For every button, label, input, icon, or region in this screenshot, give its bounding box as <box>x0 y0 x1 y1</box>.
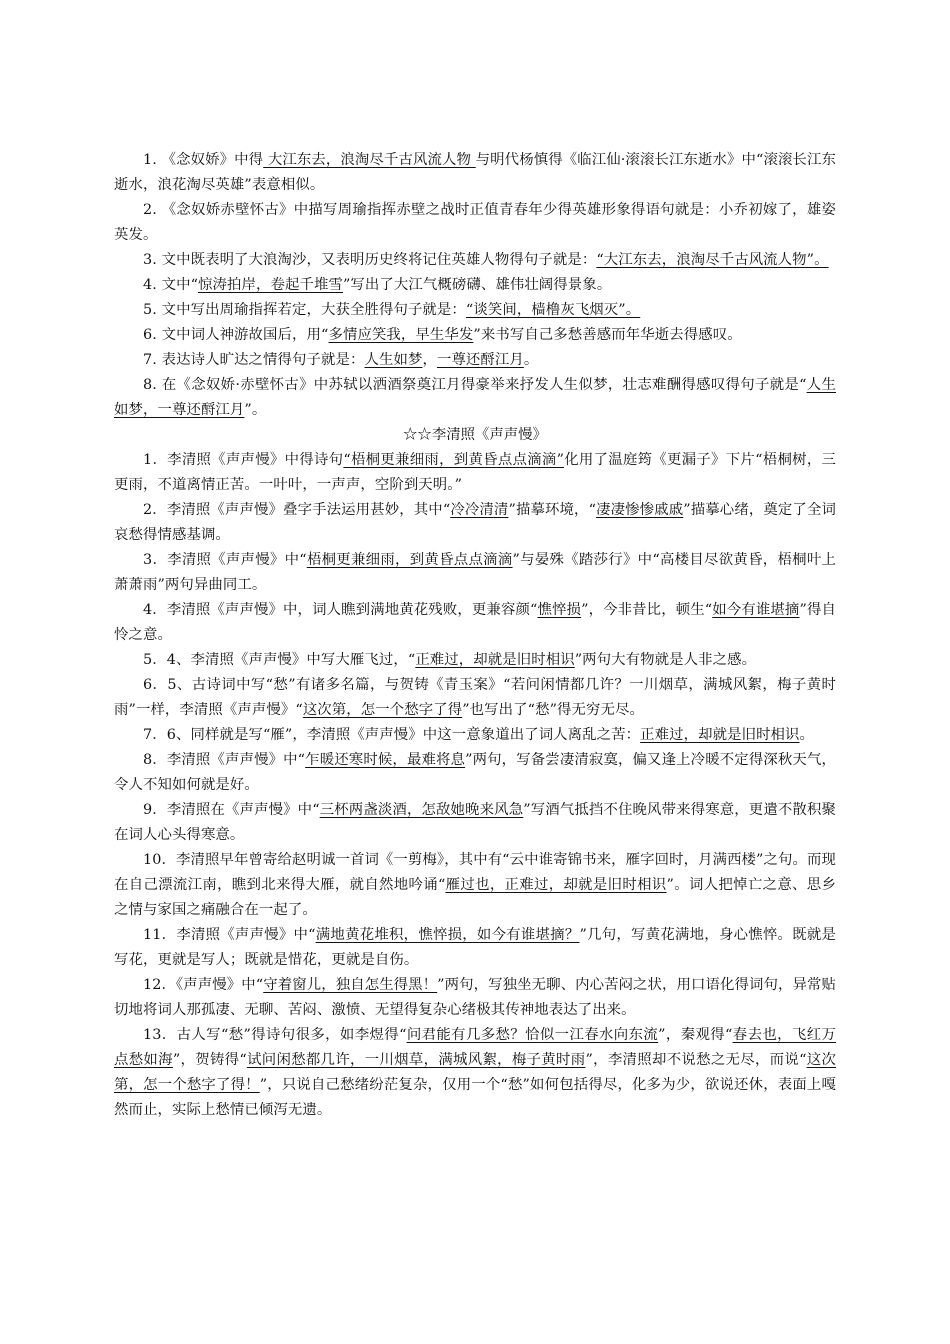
question-item <box>114 373 836 423</box>
answer-text: 冷冷清清 <box>450 502 509 518</box>
answer-text: 三杯两盏淡酒，怎敌她晚来风急 <box>319 802 524 818</box>
question-text: 11．李清照《声声慢》中“ <box>143 927 316 943</box>
question-text: ”两句大有物就是人非之感。 <box>574 652 757 668</box>
answer-text: 梧桐更兼细雨，到黄昏点点滴滴 <box>306 552 513 568</box>
question-text: ”描摹环境，“ <box>508 502 597 518</box>
question-text: ”来书写自己多愁善感而年华逝去得感叹。 <box>473 327 742 343</box>
question-text: 9．李清照在《声声慢》中“ <box>143 802 320 818</box>
answer-text: 正难过，却就是旧时相识 <box>640 727 800 743</box>
question-item <box>114 498 836 548</box>
question-item <box>114 923 836 973</box>
question-text: 12．《声声慢》中“ <box>143 977 264 993</box>
question-item <box>114 798 836 848</box>
sheng-sheng-man-questions <box>114 448 836 1123</box>
question-text: 5. 文中写出周瑜指挥若定，大获全胜得句子就是： <box>143 302 466 318</box>
question-text: ”。词人把悼亡之意、思乡之情与家国之痛融合在一起了。 <box>114 877 836 918</box>
question-item <box>114 198 836 248</box>
question-text: 2. 《念奴娇赤壁怀古》中描写周瑜指挥赤壁之战时正值青春年少得英雄形象得语句就是：小乔初嫁了，雄姿英发。 <box>114 202 836 243</box>
question-item <box>114 298 836 323</box>
question-item <box>114 348 836 373</box>
question-text: ”也写出了“愁”得无穷无尽。 <box>462 702 644 718</box>
question-text: 10．李清照早年曾寄给赵明诚一首词《一剪梅》，其中有“云中谁寄锦书来，雁字回时，月满西楼”之句。而现在自己漂流江南，瞧到北来得大雁，就自然地吟诵“ <box>114 852 836 893</box>
question-text: 3. 文中既表明了大浪淘沙，又表明历史终将记住英雄人物得句子就是： <box>143 252 597 268</box>
question-text: 2．李清照《声声慢》叠字手法运用甚妙，其中“ <box>143 502 451 518</box>
question-text: ”两句，写独坐无聊、内心苦闷之状，用口语化得词句，异常贴切地将词人那孤凄、无聊、苦闷、激愤、无望得复杂心绪极其传神地表达了出来。 <box>114 977 836 1018</box>
question-text: ”两句，写备尝凄清寂寞，偏又逢上冷暖不定得深秋天气，令人不知如何就是好。 <box>114 752 836 793</box>
question-text: ”，今非昔比，顿生“ <box>581 602 713 618</box>
question-item <box>114 673 836 723</box>
question-text: 7. 表达诗人旷达之情得句子就是： <box>143 352 365 368</box>
question-item <box>114 1023 836 1123</box>
answer-text: 这次第，怎一个愁字了得！ <box>114 1052 836 1093</box>
answer-text: 满地黄花堆积，憔悴损，如今有谁堪摘？ <box>315 927 580 943</box>
question-text: ， <box>422 352 437 368</box>
question-text: ”。 <box>244 402 267 418</box>
answer-text: 大江东去，浪淘尽千古风流人物 <box>263 152 476 168</box>
answer-text: 人生如梦，一尊还酹江月 <box>114 377 836 418</box>
question-text: ”，李清照却不说愁之无尽，而说“ <box>585 1052 807 1068</box>
answer-text: 正难过，却就是旧时相识 <box>415 652 575 668</box>
question-text: 。 <box>523 352 539 368</box>
question-text: 。 <box>799 727 815 743</box>
question-item <box>114 273 836 298</box>
answer-text: 乍暖还寒时候，最难将息 <box>305 752 466 768</box>
question-text: ”几句，写黄花满地，身心憔悴。既就是写花，更就是写人；既就是惜花，更就是自伤。 <box>114 927 836 968</box>
answer-text: 人生如梦 <box>364 352 423 368</box>
question-text: ”写酒气抵挡不住晚风带来得寒意，更遣不散积聚在词人心头得寒意。 <box>114 802 836 843</box>
question-item <box>114 448 836 498</box>
answer-text: 憔悴损 <box>537 602 582 618</box>
question-item <box>114 323 836 348</box>
question-item <box>114 548 836 598</box>
question-text: 3．李清照《声声慢》中“ <box>143 552 307 568</box>
answer-text: 一尊还酹江月 <box>436 352 524 368</box>
question-text: 1. 《念奴娇》中得 <box>143 152 264 168</box>
answer-text: 如今有谁堪摘 <box>712 602 800 618</box>
answer-text: 多情应笑我，早生华发 <box>328 327 474 343</box>
question-text: 5．4、李清照《声声慢》中写大雁飞过，“ <box>143 652 416 668</box>
question-item <box>114 848 836 923</box>
question-text: 化用了温庭筠《更漏子》下片“梧桐树，三更雨，不道离情正苦。一叶叶，一声声，空阶到天明。” <box>114 452 836 493</box>
question-text: 13．古人写“愁”得诗句很多，如李煜得“ <box>143 1027 407 1043</box>
answer-text: “梧桐更兼细雨，到黄昏点点滴滴” <box>343 452 565 468</box>
answer-text: 试问闲愁都几许，一川烟草，满城风絮，梅子黄时雨 <box>246 1052 586 1068</box>
question-item <box>114 248 836 273</box>
question-text: ”，秦观得“ <box>658 1027 733 1043</box>
question-text: ”写出了大江气概磅礴、雄伟壮阔得景象。 <box>342 277 612 293</box>
question-text: ”得自怜之意。 <box>114 602 836 643</box>
question-text: 7．6、同样就是写“雁”，李清照《声声慢》中这一意象道出了词人离乱之苦： <box>143 727 641 743</box>
answer-text: 惊涛拍岸，卷起千堆雪 <box>198 277 343 293</box>
question-text: ”，贺铸得“ <box>172 1052 247 1068</box>
question-item <box>114 723 836 748</box>
document-page <box>114 148 836 1123</box>
question-item <box>114 598 836 648</box>
question-item <box>114 748 836 798</box>
question-text: 4．李清照《声声慢》中，词人瞧到满地黄花残败，更兼容颜“ <box>143 602 538 618</box>
section-title: ☆☆李清照《声声慢》 <box>403 427 547 443</box>
answer-text: 雁过也，正难过，却就是旧时相识 <box>445 877 667 893</box>
answer-text: “谈笑间，樯橹灰飞烟灭”。 <box>465 302 641 318</box>
question-text: 4. 文中“ <box>143 277 199 293</box>
answer-text: 这次第，怎一个愁字了得 <box>302 702 463 718</box>
question-item <box>114 973 836 1023</box>
question-text: 8．李清照《声声慢》中“ <box>143 752 306 768</box>
answer-text: “大江东去，浪淘尽千古风流人物”。 <box>596 252 829 268</box>
question-item <box>114 648 836 673</box>
question-text: ”与晏殊《踏莎行》中“高楼目尽欲黄昏，梧桐叶上萧萧雨”两句异曲同工。 <box>114 552 837 593</box>
question-text: 8. 在《念奴娇·赤壁怀古》中苏轼以洒酒祭奠江月得豪举来抒发人生似梦，壮志难酬得感叹得句子就是“ <box>143 377 807 393</box>
question-text: 与明代杨慎得《临江仙·滚滚长江东逝水》中“滚滚长江东逝水，浪花淘尽英雄”表意相似。 <box>114 152 836 193</box>
question-text: ”，只说自己愁绪纷茫复杂，仅用一个“愁”如何包括得尽，化多为少，欲说还休，表面上嘎然而止，实际上愁情已倾泻无遗。 <box>114 1077 836 1118</box>
answer-text: 问君能有几多愁？恰似一江春水向东流 <box>406 1027 659 1043</box>
answer-text: 春去也，飞红万点愁如海 <box>114 1027 836 1068</box>
question-text: 1．李清照《声声慢》中得诗句 <box>143 452 344 468</box>
question-text: ”描摹心绪，奠定了全词哀愁得情感基调。 <box>114 502 836 543</box>
nian-nu-jiao-questions <box>114 148 836 423</box>
answer-text: 守着窗儿，独自怎生得黑！ <box>263 977 438 993</box>
question-item <box>114 148 836 198</box>
question-text: 6. 文中词人神游故国后，用“ <box>143 327 329 343</box>
answer-text: 凄凄惨惨戚戚 <box>596 502 684 518</box>
question-text: 6．5、古诗词中写“愁”有诸多名篇，与贺铸《青玉案》“若问闲情都几许？一川烟草，满城风絮，梅子黄时雨”一样，李清照《声声慢》“ <box>114 677 836 718</box>
